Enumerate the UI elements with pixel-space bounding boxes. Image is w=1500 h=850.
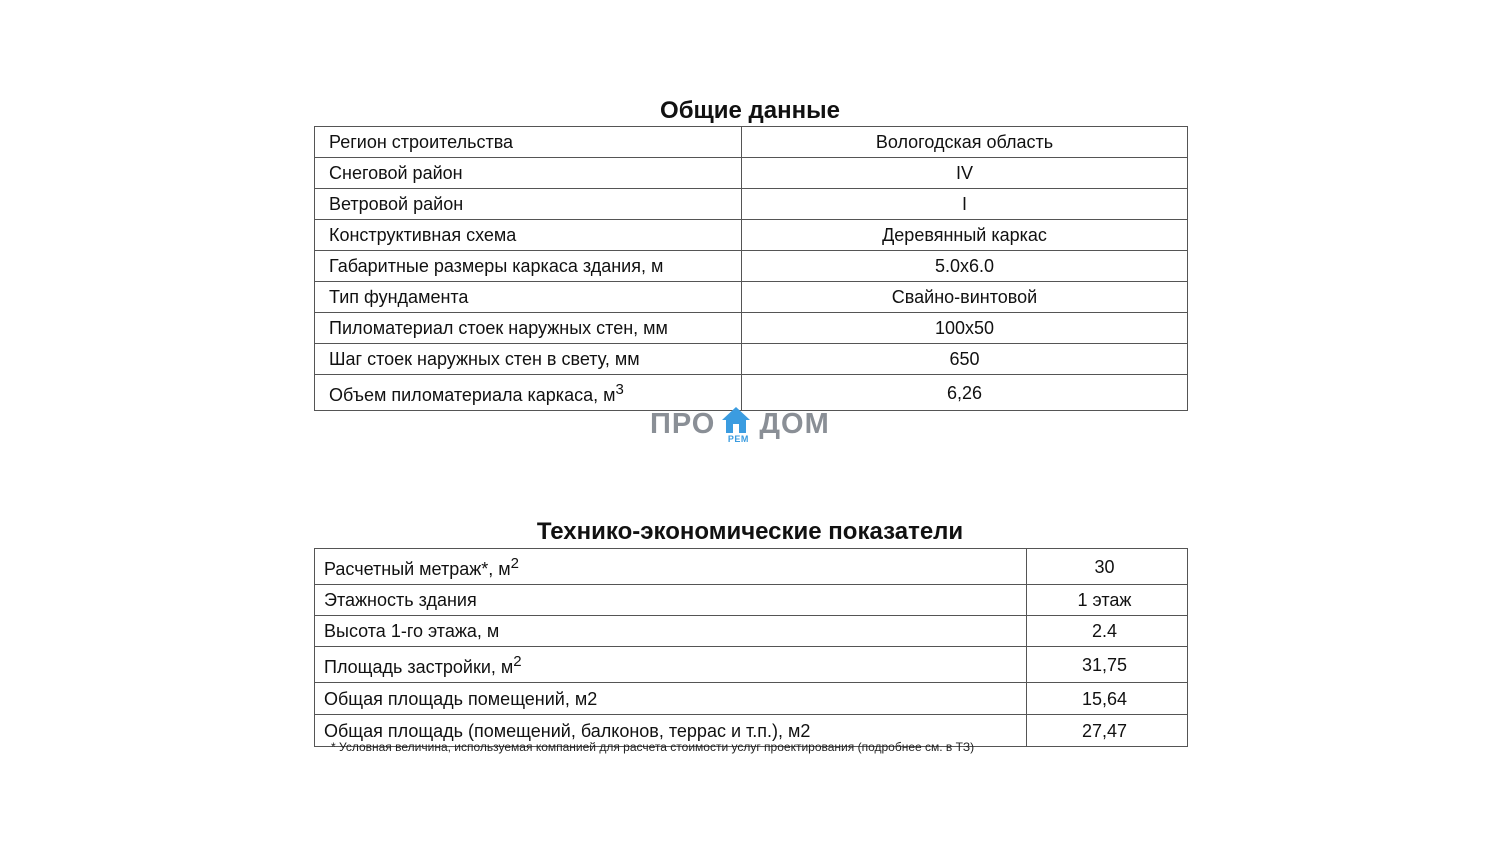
row-value: 15,64 [1027, 683, 1188, 715]
table-row [315, 189, 1188, 220]
table-row [315, 616, 1188, 647]
row-value: 27,47 [1027, 715, 1188, 747]
row-value: 6,26 [742, 375, 1188, 411]
row-label: Регион строительства [315, 127, 742, 158]
row-label: Этажность здания [315, 585, 1027, 616]
unit-superscript: 3 [615, 381, 624, 398]
table-row [315, 647, 1188, 683]
row-label [315, 647, 1027, 683]
row-value: 650 [742, 344, 1188, 375]
row-label: Габаритные размеры каркаса здания, м [315, 251, 742, 282]
table-row [315, 282, 1188, 313]
logo [650, 405, 830, 445]
row-label: Пиломатериал стоек наружных стен, мм [315, 313, 742, 344]
logo-word-right: ДОМ [759, 408, 830, 440]
row-label: Общая площадь помещений, м2 [315, 683, 1027, 715]
row-value: 31,75 [1027, 647, 1188, 683]
row-label: Общая площадь (помещений, балконов, террас и т.п.), м2 [315, 715, 1027, 747]
house-icon [719, 405, 753, 445]
indicators-title: Технико-экономические показатели [536, 518, 964, 545]
table-row [315, 585, 1188, 616]
table-row [315, 549, 1188, 585]
row-label-text: Объем пиломатериала каркаса, м [329, 385, 616, 405]
row-label: Снеговой район [315, 158, 742, 189]
general-data-title: Общие данные [660, 97, 840, 124]
row-value: Вологодская область [742, 127, 1188, 158]
indicators-table [314, 548, 1188, 747]
footnote: * Условная величина, используемая компанией для расчета стоимости услуг проектирования (подробнее см. в ТЗ) [331, 740, 975, 754]
row-label-text: Расчетный метраж*, м [324, 559, 511, 579]
row-label: Конструктивная схема [315, 220, 742, 251]
row-value: IV [742, 158, 1188, 189]
unit-superscript: 2 [510, 555, 520, 572]
row-value: Деревянный каркас [742, 220, 1188, 251]
row-label: Шаг стоек наружных стен в свету, мм [315, 344, 742, 375]
table-row [315, 683, 1188, 715]
row-label: Тип фундамента [315, 282, 742, 313]
row-value: 5.0x6.0 [742, 251, 1188, 282]
table-row [315, 220, 1188, 251]
row-label [315, 549, 1027, 585]
row-label-text: Площадь застройки, м [324, 657, 514, 677]
table-row [315, 158, 1188, 189]
row-value: Свайно-винтовой [742, 282, 1188, 313]
row-label: Высота 1-го этажа, м [315, 616, 1027, 647]
table-row [315, 313, 1188, 344]
row-label: Ветровой район [315, 189, 742, 220]
table-row [315, 344, 1188, 375]
row-value: I [742, 189, 1188, 220]
row-value: 30 [1027, 549, 1188, 585]
general-data-table [314, 126, 1188, 411]
logo-subtext: РЕМ [727, 434, 749, 444]
row-value: 100x50 [742, 313, 1188, 344]
row-value: 1 этаж [1027, 585, 1188, 616]
row-value: 2.4 [1027, 616, 1188, 647]
table-row [315, 127, 1188, 158]
logo-word-left: ПРО [650, 408, 716, 440]
unit-superscript: 2 [513, 653, 522, 670]
table-row [315, 251, 1188, 282]
